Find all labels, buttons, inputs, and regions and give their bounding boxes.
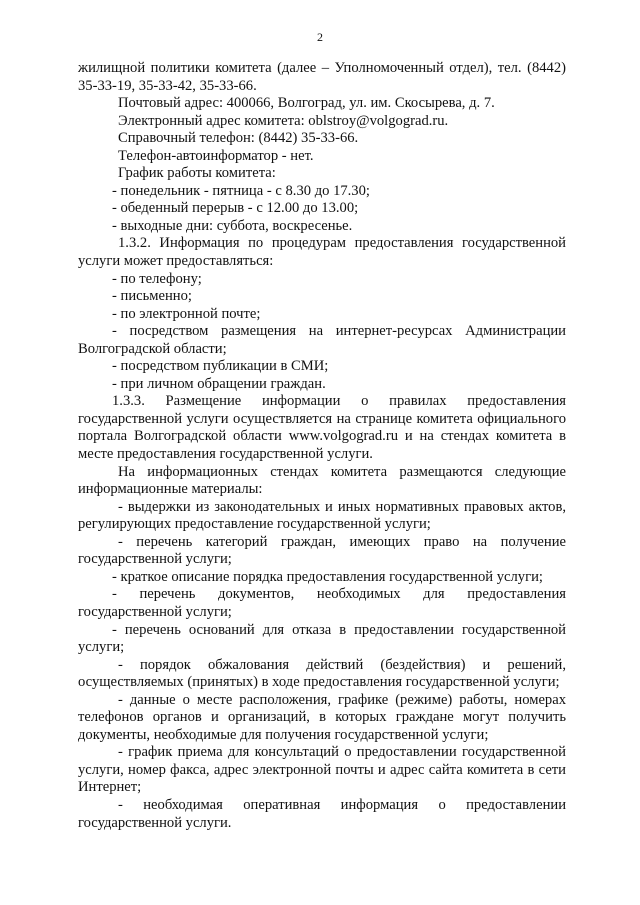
paragraph-stands-intro: На информационных стендах комитета размещаются следующие информационные материалы:	[78, 463, 566, 498]
page-number: 2	[317, 30, 323, 44]
list-item-in-person: - при личном обращении граждан.	[112, 375, 326, 392]
paragraph-schedule-heading: График работы комитета:	[118, 165, 276, 182]
list-item-refusal-grounds: - перечень оснований для отказа в предоставлении государственной услуги;	[78, 621, 566, 656]
list-item-legal-excerpts: - выдержки из законодательных и иных нормативных правовых актов, регулирующих предоставление государственной услуги;	[78, 498, 566, 533]
list-item-weekends: - выходные дни: суббота, воскресенье.	[112, 217, 353, 234]
list-item-internet-resources: - посредством размещения на интернет-ресурсах Администрации Волгоградской области;	[78, 323, 566, 357]
paragraph-postal-address: Почтовый адрес: 400066, Волгоград, ул. им. Скосырева, д. 7.	[118, 95, 495, 112]
paragraph-email: Электронный адрес комитета: oblstroy@volgograd.ru.	[118, 112, 449, 129]
list-item-operational-info: - необходимая оперативная информация о предоставлении государственной услуги.	[78, 796, 566, 831]
list-item-reception-schedule: - график приема для консультаций о предоставлении государственной услуги, номер факса, адрес электронной почты и адрес сайта комитета в сети Интернет;	[78, 744, 566, 796]
list-item-citizen-categories: - перечень категорий граждан, имеющих право на получение государственной услуги;	[78, 533, 566, 568]
paragraph-autoinformer: Телефон-автоинформатор - нет.	[118, 147, 314, 164]
paragraph-contact-dept: жилищной политики комитета (далее – Уполномоченный отдел), тел. (8442) 35-33-19, 35-33-42, 35-33-66.	[78, 60, 566, 94]
paragraph-1-3-3: 1.3.3. Размещение информации о правилах предоставления государственной услуги осуществляется на странице комитета официального портала Волгоградской области www.volgograd.ru и на стендах комитета в месте предоставления государственной услуги.	[78, 393, 566, 463]
list-item-location-and-schedule: - данные о месте расположения, графике (режиме) работы, номерах телефонов органов и организаций, в которых граждане могут получить документы, необходимые для получения государственной услуги;	[78, 691, 566, 743]
list-item-appeal-procedure: - порядок обжалования действий (бездействия) и решений, осуществляемых (принятых) в ходе предоставления государственной услуги;	[78, 656, 566, 691]
paragraph-reference-phone: Справочный телефон: (8442) 35-33-66.	[118, 130, 359, 147]
list-item-media: - посредством публикации в СМИ;	[112, 358, 329, 375]
list-item-in-writing: - письменно;	[112, 288, 192, 305]
list-item-by-email: - по электронной почте;	[112, 305, 261, 322]
document-body	[78, 60, 566, 832]
list-item-procedure-summary: - краткое описание порядка предоставления государственной услуги;	[112, 568, 543, 585]
list-item-weekdays: - понедельник - пятница - с 8.30 до 17.30;	[112, 182, 370, 199]
list-item-lunch-break: - обеденный перерыв - с 12.00 до 13.00;	[112, 200, 359, 217]
paragraph-1-3-2: 1.3.2. Информация по процедурам предоставления государственной услуги может предоставляться:	[78, 235, 566, 270]
list-item-required-documents: - перечень документов, необходимых для предоставления государственной услуги;	[78, 586, 566, 620]
list-item-by-phone: - по телефону;	[112, 270, 202, 287]
